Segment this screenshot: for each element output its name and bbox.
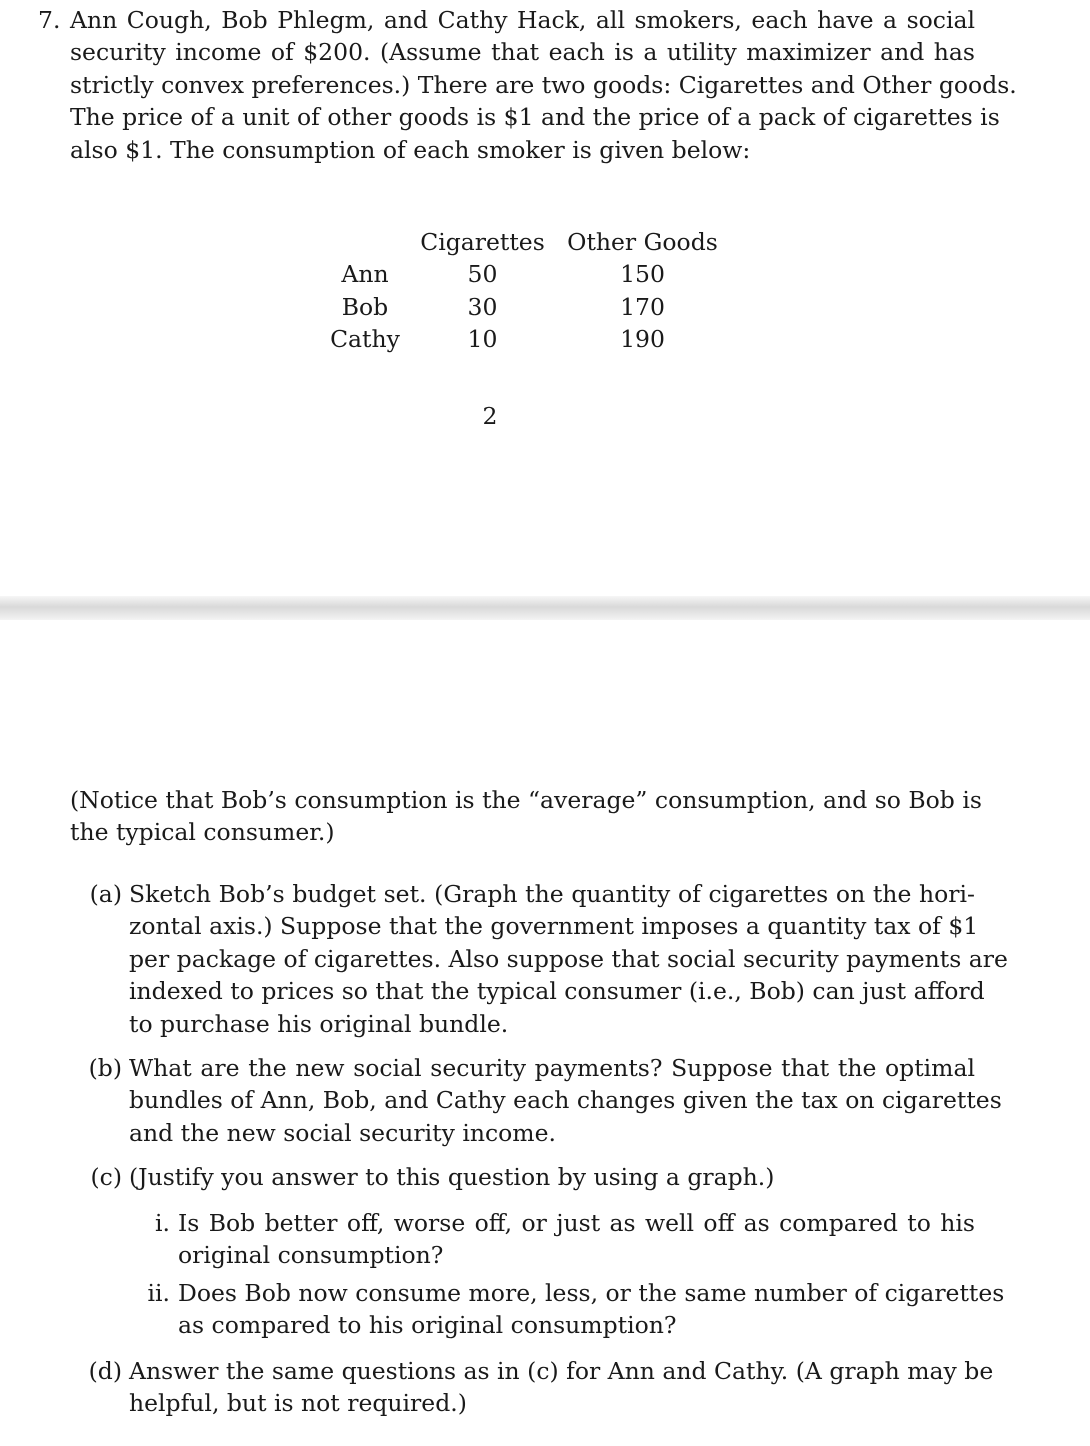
part-a-line: Sketch Bob’s budget set. (Graph the quantity of cigarettes on the hori-: [129, 880, 975, 908]
consumption-table: [320, 226, 730, 356]
part-c-line: (Justify you answer to this question by using a graph.): [129, 1163, 775, 1191]
row-other-goods: 190: [620, 325, 665, 354]
row-name: Cathy: [330, 325, 400, 354]
part-c-text: [129, 1161, 975, 1193]
sub-ii-line: Does Bob now consume more, less, or the same number of cigarettes: [178, 1279, 1005, 1307]
intro-line: also $1. The consumption of each smoker is given below:: [70, 135, 751, 164]
sub-ii-line: as compared to his original consumption?: [178, 1311, 677, 1340]
part-d-line: Answer the same questions as in (c) for Ann and Cathy. (A graph may be: [129, 1357, 994, 1385]
document-page-2: [0, 620, 1090, 1446]
row-name: Bob: [341, 292, 389, 321]
table-row: [320, 258, 730, 290]
notice-line: the typical consumer.): [70, 818, 335, 847]
intro-line: Ann Cough, Bob Phlegm, and Cathy Hack, all smokers, each have a social: [70, 6, 975, 34]
part-b-label: (b): [88, 1054, 122, 1082]
part-c-sub-ii-label: ii.: [147, 1279, 170, 1307]
part-c-sub-ii-text: [178, 1277, 1005, 1342]
intro-line: The price of a unit of other goods is $1 and the price of a pack of cigarettes is: [70, 103, 1000, 132]
part-d-line: helpful, but is not required.): [129, 1389, 467, 1418]
part-c-sub-i-label: i.: [155, 1209, 170, 1237]
part-a-line: per package of cigarettes. Also suppose that social security payments are: [129, 944, 1008, 973]
table-header-other-goods: Other Goods: [567, 228, 718, 256]
part-a-line: zontal axis.) Suppose that the government imposes a quantity tax of $1: [129, 912, 979, 941]
table-header-blank: [320, 226, 410, 258]
sub-i-line: original consumption?: [178, 1241, 444, 1270]
part-a-line: to purchase his original bundle.: [129, 1009, 509, 1038]
part-a-text: [129, 878, 1008, 1040]
intro-line: strictly convex preferences.) There are two goods: Cigarettes and Other goods.: [70, 70, 1017, 99]
part-d-label: (d): [88, 1357, 122, 1385]
row-cigarettes: 10: [467, 325, 498, 354]
page-number: 2: [482, 402, 498, 430]
row-cigarettes: 30: [467, 292, 498, 321]
table-row: [320, 323, 730, 355]
part-c-sub-i-text: [178, 1207, 975, 1272]
table-row: [320, 291, 730, 323]
part-b-line: bundles of Ann, Bob, and Cathy each changes given the tax on cigarettes: [129, 1086, 1002, 1115]
notice-paragraph: [70, 784, 982, 849]
part-b-line: What are the new social security payments? Suppose that the optimal: [129, 1054, 975, 1082]
part-b-text: [129, 1052, 1002, 1149]
document-page-1: [0, 0, 1090, 596]
row-name: Ann: [341, 260, 389, 289]
table-header-row: [320, 226, 730, 258]
page-separator: [0, 596, 1090, 620]
part-a-label: (a): [89, 880, 122, 908]
part-b-line: and the new social security income.: [129, 1118, 556, 1147]
intro-line: security income of $200. (Assume that each is a utility maximizer and has: [70, 38, 975, 67]
question-number: 7.: [38, 6, 61, 34]
row-cigarettes: 50: [467, 260, 498, 289]
part-a-line: indexed to prices so that the typical consumer (i.e., Bob) can just afford: [129, 977, 985, 1006]
question-intro: [70, 4, 1017, 166]
row-other-goods: 170: [620, 292, 665, 321]
notice-line: (Notice that Bob’s consumption is the “average” consumption, and so Bob is: [70, 786, 982, 814]
part-d-text: [129, 1355, 994, 1420]
part-c-label: (c): [90, 1163, 122, 1191]
table-header-cigarettes: Cigarettes: [420, 228, 545, 256]
row-other-goods: 150: [620, 260, 665, 289]
sub-i-line: Is Bob better off, worse off, or just as well off as compared to his: [178, 1209, 975, 1237]
